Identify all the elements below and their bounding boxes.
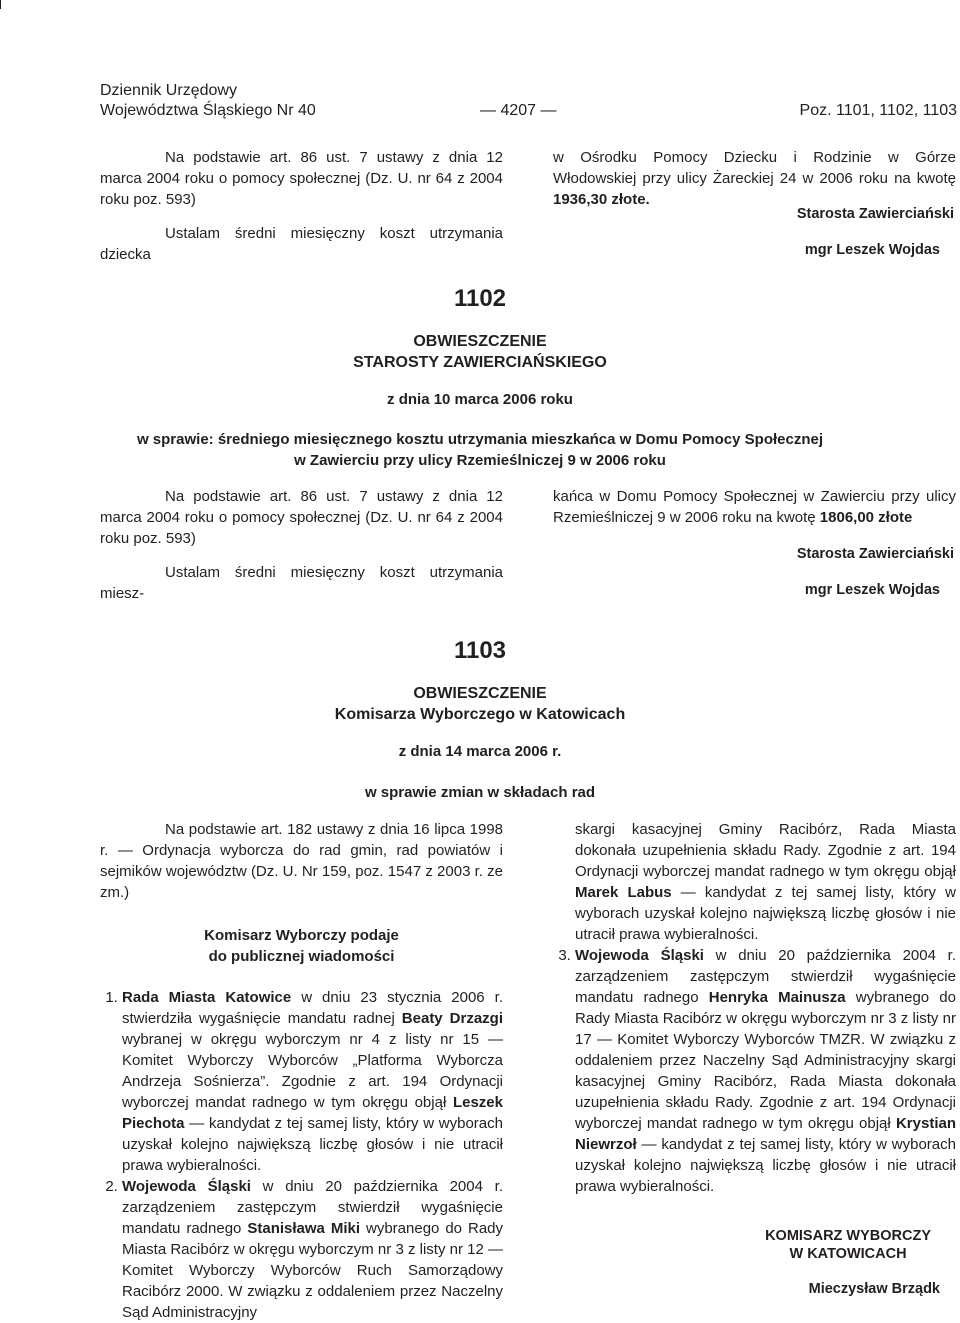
notice-title: OBWIESZCZENIE Komisarza Wyborczego w Katowicach — [334, 685, 626, 723]
list-item: 1. Rada Miasta Katowice w dniu 23 stycznia 2006 r. stwierdziła wygaśnięcie mandatu radnej Beaty Drzazgi wybranej w okręgu wyborczym nr 4 z listy nr 15 — Komitet Wyborczy Wyborców „Platforma Wyborcza Andrzeja Sośnierza”. Zgodnie z art. 194 Ordynacji wyborczej mandat radnego w tym okręgu objął Leszek Piechota — kandydat z tej samej listy, który w wyborach uzyskał kolejno największą liczbę głosów i nie utracił prawa wybieralności. — [122, 987, 503, 1176]
signer-title: KOMISARZ WYBORCZY W KATOWICACH — [765, 1228, 931, 1262]
notice-1102-left — [100, 486, 503, 604]
signer-title: Starosta Zawierciański — [796, 206, 954, 222]
publication-issue: Województwa Śląskiego Nr 40 — [100, 102, 316, 119]
notice-1102-right — [553, 486, 956, 528]
crop-mark — [0, 0, 1, 9]
notice-1101-right — [553, 147, 956, 210]
notice-subject: w sprawie zmian w składach rad — [364, 784, 596, 801]
notice-1103-left-column — [100, 819, 503, 1323]
signer-title: Starosta Zawierciański — [796, 546, 954, 562]
notice-title: OBWIESZCZENIE STAROSTY ZAWIERCIAŃSKIEGO — [353, 333, 607, 371]
signer-name: Mieczysław Brządk — [808, 1281, 940, 1297]
list-item: 3. Wojewoda Śląski w dniu 20 października 2004 r. zarządzeniem zastępczym stwierdził wygaśnięcie mandatu radnego Henryka Mainusza wybranego do Rady Miasta Racibórz w okręgu wyborczym nr 3 z listy nr 17 — Komitet Wyborczy Wyborców TMZR. W związku z oddaleniem przez Naczelny Sąd Administracyjny skargi kasacyjnej Gminy Racibórz, Rada Miasta dokonała uzupełnienia składu Rady. Zgodnie z art. 194 Ordynacji wyborczej mandat radnego w tym okręgu objął Krystian Niewrzoł — kandydat z tej samej listy, który w wyborach uzyskał kolejno największą liczbę głosów i nie utracił prawa wybieralności. — [575, 945, 956, 1197]
changes-list-continued — [553, 945, 956, 1197]
legal-basis: Na podstawie art. 86 ust. 7 ustawy z dnia 12 marca 2004 roku o pomocy społecznej (Dz. U. nr 64 z 2004 roku poz. 593) — [100, 488, 503, 547]
amount: 1806,00 złote — [819, 509, 913, 526]
notice-date: z dnia 10 marca 2006 roku — [387, 391, 573, 408]
item-2-continuation: skargi kasacyjnej Gminy Racibórz, Rada Miasta dokonała uzupełnienia składu Rady. Zgodnie z art. 194 Ordynacji wyborczej mandat radnego w tym okręgu objął Marek Labus — kandydat z tej samej listy, który w wyborach uzyskał kolejno największą liczbę głosów i nie utracił prawa wybieralności. — [575, 821, 956, 943]
notice-date: z dnia 14 marca 2006 r. — [398, 743, 562, 760]
statement-continuation: w Ośrodku Pomocy Dziecku i Rodzinie w Górze Włodowskiej przy ulicy Żareckiej 24 w 2006 roku na kwotę 1936,30 złote. — [553, 149, 956, 208]
amount: 1936,30 złote. — [553, 191, 650, 208]
notice-number-1102: 1102 — [453, 285, 507, 312]
signer-name: mgr Leszek Wojdas — [804, 582, 940, 598]
signer-name: mgr Leszek Wojdas — [804, 242, 940, 258]
notice-1101-left — [100, 147, 503, 265]
legal-basis: Na podstawie art. 86 ust. 7 ustawy z dnia 12 marca 2004 roku o pomocy społecznej (Dz. U. nr 64 z 2004 roku poz. 593) — [100, 149, 503, 208]
notice-1103-right-column — [553, 819, 956, 1197]
page-number: — 4207 — — [480, 102, 557, 119]
notice-subject: w sprawie: średniego miesięcznego kosztu utrzymania mieszkańca w Domu Pomocy Społecznej w Zawierciu przy ulicy Rzemieślniczej 9 w 2006 roku — [136, 431, 824, 469]
changes-list — [100, 987, 503, 1323]
list-item: 2. Wojewoda Śląski w dniu 20 października 2004 r. zarządzeniem zastępczym stwierdził wygaśnięcie mandatu radnego Stanisława Miki wybranego do Rady Miasta Racibórz w okręgu wyborczym nr 3 z listy nr 12 — Komitet Wyborczy Wyborców Ruch Samorządowy Racibórz 2000. W związku z oddaleniem przez Naczelny Sąd Administracyjny — [122, 1176, 503, 1323]
statement-continuation: kańca w Domu Pomocy Społecznej w Zawierciu przy ulicy Rzemieślniczej 9 w 2006 roku na kwotę 1806,00 złote — [553, 488, 956, 526]
positions-label: Poz. 1101, 1102, 1103 — [799, 102, 957, 119]
notice-number-1103: 1103 — [453, 637, 507, 664]
legal-basis: Na podstawie art. 182 ustawy z dnia 16 lipca 1998 r. — Ordynacja wyborcza do rad gmin, rad powiatów i sejmików województw (Dz. U. Nr 159, poz. 1547 z 2003 r. ze zm.) — [100, 821, 503, 901]
publication-header — [100, 81, 316, 121]
announcement: Komisarz Wyborczy podaje do publicznej wiadomości — [204, 927, 399, 965]
statement: Ustalam średni miesięczny koszt utrzymania miesz- — [100, 564, 503, 602]
statement: Ustalam średni miesięczny koszt utrzymania dziecka — [100, 225, 503, 263]
publication-name: Dziennik Urzędowy — [100, 82, 237, 99]
